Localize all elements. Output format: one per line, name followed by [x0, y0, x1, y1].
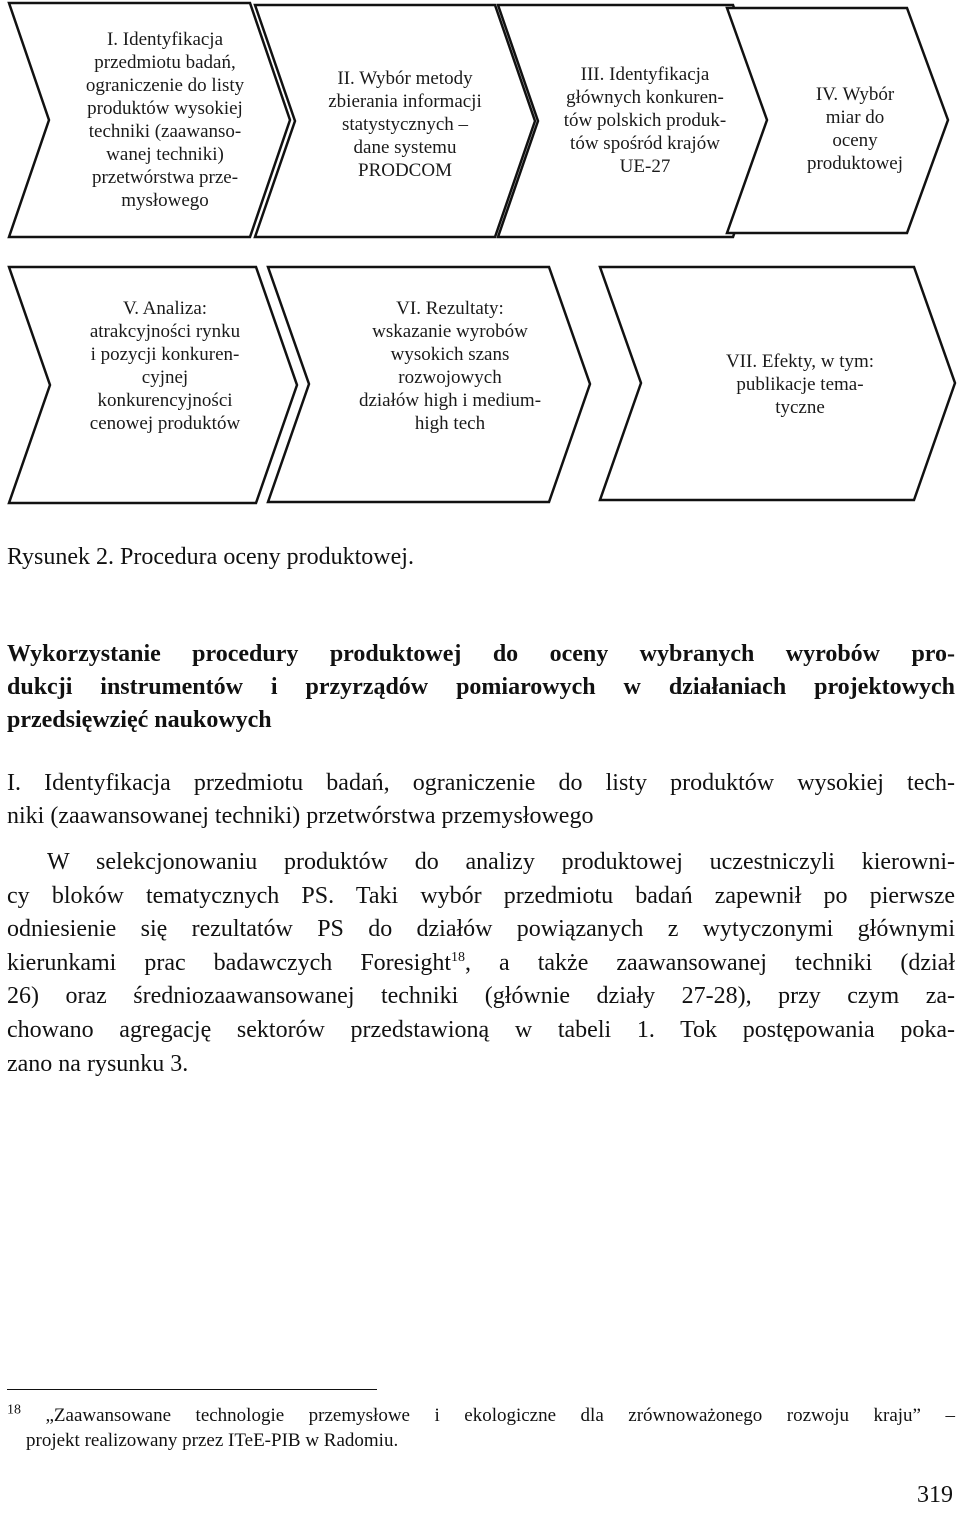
procedure-diagram [0, 0, 960, 510]
step-1-label: I. Identyfikacja przedmiotu badań, ograniczenie do listy produktów wysokiej techniki (zaawanso- wanej techniki) przetwórstwa prze- mysłowego [85, 29, 245, 211]
step-2-label: II. Wybór metody zbierania informacji statystycznych – dane systemu PRODCOM [328, 68, 482, 181]
section-heading: Wykorzystanie procedury produktowej do oceny wybranych wyrobów pro- dukcji instrumentów i przyrządów pomiarowych w działaniach projektowych przedsięwzięć naukowych [7, 641, 955, 733]
step-6-label: VI. Rezultaty: wskazanie wyrobów wysokich szans rozwojowych działów high i medium- high tech [358, 298, 542, 434]
footnote-line-1: $^{18}$ „Zaawansowane technologie przemysłowe i ekologiczne dla zrównoważonego rozwoju kraju” – [7, 1402, 955, 1426]
subsection-heading: I. Identyfikacja przedmiotu badań, ograniczenie do listy produktów wysokiej tech- niki (zaawansowanej techniki) przetwórstwa przemysłowego [7, 770, 955, 829]
step-7-label: VII. Efekty, w tym: publikacje tema- tyczne [725, 351, 875, 418]
body-line-with-footnote: kierunkami prac badawczych Foresight$^{18}$, a także zaawansowanej techniki (dział [7, 949, 955, 976]
body-paragraph: W selekcjonowaniu produktów do analizy produktowej uczestniczyli kierowni- cy bloków tematycznych PS. Taki wybór przedmiotu badań zapewnił po pierwsze odniesienie się rezultatów PS do działów powiązanych z wytyczonymi głównymi kierunkami prac badawczych Foresight$^{18}$, a także zaawansowanej techniki (dział 26) oraz średniozaawansowanej techniki (głównie działy 27-28), przy czym za- chowano agregację sektorów przedstawioną w tabeli 1. Tok postępowania poka- zano na rysunku 3. [7, 849, 955, 1077]
step-3-label: III. Identyfikacja głównych konkuren- tów polskich produk- tów spośród krajów UE-27 [563, 64, 727, 177]
footnote-number: 18 [7, 1402, 21, 1418]
step-5-label: V. Analiza: atrakcyjności rynku i pozycji konkuren- cyjnej konkurencyjności cenowej produktów [89, 298, 241, 434]
figure-caption: Rysunek 2. Procedura oceny produktowej. [7, 544, 414, 570]
footnote-ref: 18 [450, 949, 465, 965]
footnote: $^{18}$ „Zaawansowane technologie przemysłowe i ekologiczne dla zrównoważonego rozwoju kraju” – projekt realizowany przez ITeE-PIB w Radomiu. [7, 1402, 955, 1451]
footnote-divider [7, 1389, 377, 1390]
step-4-label: IV. Wybór miar do oceny produktowej [806, 84, 904, 174]
page-number: 319 [917, 1482, 953, 1508]
